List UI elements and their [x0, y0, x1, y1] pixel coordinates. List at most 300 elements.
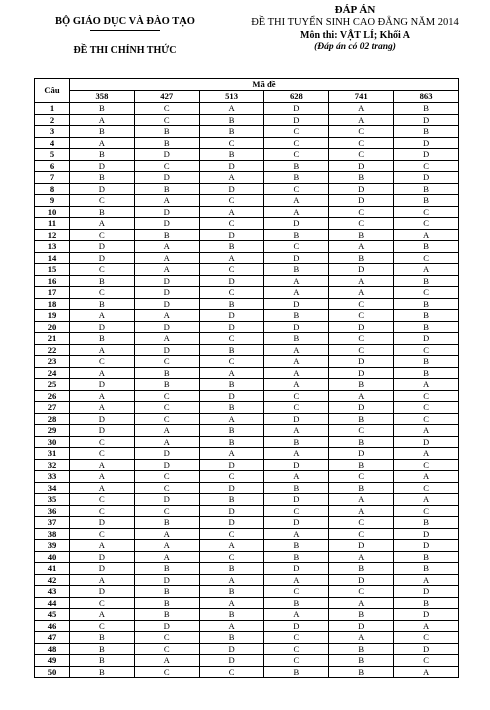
answer-cell: D: [70, 413, 135, 425]
question-number: 40: [35, 551, 70, 563]
code-header: 863: [394, 91, 459, 103]
table-row: [35, 344, 459, 356]
answer-cell: C: [394, 459, 459, 471]
answer-cell: B: [329, 563, 394, 575]
answer-cell: D: [264, 494, 329, 506]
answer-cell: A: [134, 195, 199, 207]
table-row: [35, 436, 459, 448]
answer-cell: A: [70, 402, 135, 414]
answer-cell: D: [199, 505, 264, 517]
question-number: 37: [35, 517, 70, 529]
answer-cell: B: [329, 666, 394, 678]
question-number: 41: [35, 563, 70, 575]
table-row: [35, 126, 459, 138]
table-row: [35, 540, 459, 552]
answer-cell: A: [70, 459, 135, 471]
answer-cell: A: [264, 609, 329, 621]
answer-cell: D: [329, 321, 394, 333]
official-label: ĐỀ THI CHÍNH THỨC: [73, 45, 177, 56]
exam-title: ĐỀ THI TUYỂN SINH CAO ĐẲNG NĂM 2014: [251, 17, 459, 28]
question-number: 22: [35, 344, 70, 356]
answer-cell: C: [329, 528, 394, 540]
answer-cell: D: [70, 252, 135, 264]
answer-cell: A: [394, 379, 459, 391]
answer-cell: A: [264, 356, 329, 368]
table-row: [35, 160, 459, 172]
question-number: 43: [35, 586, 70, 598]
answer-cell: C: [134, 666, 199, 678]
table-row: [35, 632, 459, 644]
answer-cell: B: [394, 183, 459, 195]
answer-cell: B: [329, 172, 394, 184]
question-number: 1: [35, 103, 70, 115]
answer-cell: D: [394, 643, 459, 655]
answer-cell: B: [329, 229, 394, 241]
answer-cell: C: [329, 206, 394, 218]
question-number: 30: [35, 436, 70, 448]
answer-cell: C: [70, 505, 135, 517]
answer-cell: B: [199, 241, 264, 253]
answer-cell: B: [264, 229, 329, 241]
answer-cell: C: [394, 413, 459, 425]
answer-cell: B: [394, 367, 459, 379]
answer-cell: B: [134, 609, 199, 621]
answer-cell: C: [329, 126, 394, 138]
answer-cell: C: [394, 287, 459, 299]
answer-cell: C: [70, 448, 135, 460]
answer-body: [35, 103, 459, 678]
answer-cell: A: [199, 252, 264, 264]
answer-cell: D: [264, 517, 329, 529]
answer-cell: B: [264, 264, 329, 276]
table-row: [35, 333, 459, 345]
answer-cell: D: [134, 494, 199, 506]
question-number: 16: [35, 275, 70, 287]
table-row: [35, 264, 459, 276]
answer-cell: B: [329, 643, 394, 655]
answer-cell: C: [134, 356, 199, 368]
answer-cell: C: [264, 643, 329, 655]
answer-cell: A: [264, 471, 329, 483]
answer-title: ĐÁP ÁN: [334, 4, 376, 16]
answer-cell: B: [134, 183, 199, 195]
table-row: [35, 149, 459, 161]
answer-cell: C: [394, 655, 459, 667]
table-row: [35, 252, 459, 264]
answer-cell: A: [199, 172, 264, 184]
answer-cell: C: [70, 229, 135, 241]
table-row: [35, 402, 459, 414]
answer-cell: C: [394, 160, 459, 172]
answer-cell: A: [264, 528, 329, 540]
answer-cell: C: [199, 356, 264, 368]
answer-cell: B: [70, 655, 135, 667]
answer-cell: A: [199, 413, 264, 425]
answer-cell: B: [199, 425, 264, 437]
answer-cell: C: [329, 471, 394, 483]
answer-cell: D: [329, 540, 394, 552]
table-row: [35, 471, 459, 483]
answer-cell: B: [329, 436, 394, 448]
question-number: 3: [35, 126, 70, 138]
table-row: [35, 574, 459, 586]
answer-cell: C: [394, 482, 459, 494]
answer-cell: C: [329, 298, 394, 310]
answer-cell: D: [264, 218, 329, 230]
question-number: 34: [35, 482, 70, 494]
table-row: [35, 517, 459, 529]
answer-cell: D: [394, 528, 459, 540]
answer-cell: D: [199, 390, 264, 402]
answer-cell: C: [394, 218, 459, 230]
question-number: 45: [35, 609, 70, 621]
code-header: 513: [199, 91, 264, 103]
question-number: 6: [35, 160, 70, 172]
answer-cell: A: [394, 425, 459, 437]
answer-cell: D: [70, 321, 135, 333]
answer-cell: B: [134, 517, 199, 529]
answer-cell: C: [134, 390, 199, 402]
answer-cell: A: [394, 666, 459, 678]
answer-cell: B: [329, 413, 394, 425]
question-number: 15: [35, 264, 70, 276]
answer-cell: C: [394, 390, 459, 402]
answer-cell: D: [134, 172, 199, 184]
answer-cell: A: [70, 344, 135, 356]
answer-cell: A: [134, 655, 199, 667]
question-number: 42: [35, 574, 70, 586]
answer-cell: A: [199, 206, 264, 218]
answer-cell: D: [329, 160, 394, 172]
table-row: [35, 655, 459, 667]
answer-cell: B: [199, 402, 264, 414]
answer-cell: C: [70, 597, 135, 609]
answer-cell: C: [134, 103, 199, 115]
answer-cell: A: [134, 551, 199, 563]
answer-cell: C: [134, 413, 199, 425]
answer-cell: C: [264, 149, 329, 161]
answer-cell: D: [329, 402, 394, 414]
answer-cell: D: [264, 321, 329, 333]
pages-note: (Đáp án có 02 trang): [314, 42, 396, 52]
answer-cell: A: [329, 103, 394, 115]
answer-cell: C: [329, 149, 394, 161]
table-row: [35, 137, 459, 149]
question-number: 7: [35, 172, 70, 184]
answer-cell: A: [394, 494, 459, 506]
answer-cell: A: [70, 609, 135, 621]
question-number: 29: [35, 425, 70, 437]
question-number: 20: [35, 321, 70, 333]
table-row: [35, 356, 459, 368]
answer-cell: B: [70, 333, 135, 345]
answer-cell: A: [329, 241, 394, 253]
answer-cell: C: [394, 632, 459, 644]
answer-cell: B: [70, 149, 135, 161]
answer-cell: D: [329, 183, 394, 195]
answer-cell: D: [394, 149, 459, 161]
answer-cell: B: [394, 195, 459, 207]
answer-cell: C: [264, 390, 329, 402]
answer-cell: C: [329, 586, 394, 598]
answer-cell: D: [134, 574, 199, 586]
question-number: 28: [35, 413, 70, 425]
answer-cell: C: [70, 195, 135, 207]
answer-cell: D: [264, 114, 329, 126]
answer-cell: C: [199, 137, 264, 149]
answer-cell: D: [264, 563, 329, 575]
answer-cell: D: [134, 206, 199, 218]
answer-cell: C: [264, 183, 329, 195]
table-row: [35, 425, 459, 437]
answer-cell: B: [199, 632, 264, 644]
answer-cell: C: [329, 517, 394, 529]
organization-name: BỘ GIÁO DỤC VÀ ĐÀO TẠO: [55, 16, 195, 27]
answer-cell: C: [70, 436, 135, 448]
answer-cell: B: [199, 379, 264, 391]
answer-cell: B: [394, 241, 459, 253]
table-row: [35, 482, 459, 494]
answer-cell: A: [329, 597, 394, 609]
question-number: 33: [35, 471, 70, 483]
answer-table: [34, 78, 459, 678]
answer-cell: B: [394, 275, 459, 287]
answer-cell: C: [134, 505, 199, 517]
table-row: [35, 528, 459, 540]
answer-cell: D: [199, 459, 264, 471]
table-row: [35, 218, 459, 230]
answer-cell: A: [264, 275, 329, 287]
answer-cell: D: [199, 321, 264, 333]
answer-cell: A: [70, 471, 135, 483]
answer-cell: B: [70, 666, 135, 678]
table-row: [35, 379, 459, 391]
answer-cell: D: [199, 160, 264, 172]
question-number: 10: [35, 206, 70, 218]
answer-cell: B: [264, 436, 329, 448]
answer-cell: A: [264, 206, 329, 218]
answer-cell: A: [329, 275, 394, 287]
answer-cell: B: [394, 356, 459, 368]
answer-cell: C: [264, 402, 329, 414]
answer-cell: D: [394, 114, 459, 126]
header-left: [30, 10, 220, 56]
question-number: 38: [35, 528, 70, 540]
answer-cell: A: [70, 218, 135, 230]
answer-cell: A: [134, 333, 199, 345]
answer-cell: D: [394, 172, 459, 184]
answer-cell: A: [394, 264, 459, 276]
table-row: [35, 551, 459, 563]
table-row: [35, 298, 459, 310]
answer-cell: B: [264, 482, 329, 494]
answer-cell: C: [199, 528, 264, 540]
question-number: 4: [35, 137, 70, 149]
answer-cell: B: [70, 632, 135, 644]
answer-cell: C: [329, 344, 394, 356]
question-number: 9: [35, 195, 70, 207]
answer-cell: A: [70, 482, 135, 494]
answer-cell: D: [199, 482, 264, 494]
answer-cell: D: [70, 586, 135, 598]
answer-cell: B: [394, 551, 459, 563]
code-header: 628: [264, 91, 329, 103]
answer-cell: B: [394, 597, 459, 609]
answer-cell: C: [134, 471, 199, 483]
answer-cell: A: [394, 448, 459, 460]
answer-cell: A: [134, 252, 199, 264]
answer-cell: C: [134, 482, 199, 494]
answer-cell: A: [264, 287, 329, 299]
answer-cell: C: [70, 264, 135, 276]
answer-cell: D: [134, 298, 199, 310]
answer-cell: C: [264, 126, 329, 138]
answer-cell: A: [264, 574, 329, 586]
answer-cell: A: [329, 494, 394, 506]
answer-cell: D: [70, 517, 135, 529]
question-number: 39: [35, 540, 70, 552]
answer-cell: A: [264, 448, 329, 460]
answer-cell: A: [134, 540, 199, 552]
answer-cell: B: [134, 586, 199, 598]
table-row: [35, 505, 459, 517]
table-row: [35, 310, 459, 322]
table-row: [35, 666, 459, 678]
question-number: 46: [35, 620, 70, 632]
answer-cell: A: [394, 229, 459, 241]
question-number: 21: [35, 333, 70, 345]
code-header: 358: [70, 91, 135, 103]
answer-cell: D: [329, 356, 394, 368]
answer-cell: B: [199, 494, 264, 506]
answer-cell: D: [329, 264, 394, 276]
answer-cell: A: [264, 344, 329, 356]
answer-cell: A: [70, 367, 135, 379]
table-row: [35, 114, 459, 126]
answer-cell: D: [329, 448, 394, 460]
answer-cell: A: [329, 390, 394, 402]
table-row: [35, 586, 459, 598]
answer-cell: C: [70, 620, 135, 632]
answer-cell: D: [70, 160, 135, 172]
answer-cell: B: [70, 206, 135, 218]
answer-cell: A: [70, 540, 135, 552]
answer-cell: A: [134, 264, 199, 276]
answer-cell: A: [264, 379, 329, 391]
answer-cell: B: [264, 540, 329, 552]
answer-cell: D: [394, 436, 459, 448]
question-number: 49: [35, 655, 70, 667]
table-row: [35, 597, 459, 609]
answer-cell: D: [394, 333, 459, 345]
table-row: [35, 103, 459, 115]
question-number: 19: [35, 310, 70, 322]
answer-cell: B: [199, 563, 264, 575]
answer-cell: C: [329, 425, 394, 437]
answer-cell: A: [70, 390, 135, 402]
answer-cell: B: [199, 114, 264, 126]
answer-cell: B: [70, 126, 135, 138]
answer-cell: A: [329, 632, 394, 644]
question-number: 18: [35, 298, 70, 310]
answer-cell: B: [329, 459, 394, 471]
answer-cell: A: [199, 448, 264, 460]
answer-cell: B: [264, 597, 329, 609]
answer-cell: A: [199, 367, 264, 379]
answer-cell: A: [394, 471, 459, 483]
answer-cell: D: [394, 137, 459, 149]
answer-cell: D: [329, 620, 394, 632]
answer-cell: A: [134, 436, 199, 448]
answer-cell: D: [70, 379, 135, 391]
answer-cell: B: [199, 609, 264, 621]
question-number: 13: [35, 241, 70, 253]
answer-cell: A: [264, 367, 329, 379]
answer-cell: D: [134, 275, 199, 287]
answer-cell: B: [70, 103, 135, 115]
answer-cell: B: [264, 666, 329, 678]
code-header: 741: [329, 91, 394, 103]
question-number: 5: [35, 149, 70, 161]
question-number: 50: [35, 666, 70, 678]
answer-cell: B: [264, 172, 329, 184]
answer-cell: A: [199, 540, 264, 552]
question-number: 2: [35, 114, 70, 126]
answer-cell: D: [199, 655, 264, 667]
answer-cell: B: [264, 551, 329, 563]
answer-cell: C: [199, 287, 264, 299]
answer-cell: B: [394, 126, 459, 138]
answer-cell: D: [199, 229, 264, 241]
question-number: 31: [35, 448, 70, 460]
answer-cell: D: [264, 620, 329, 632]
table-row: [35, 643, 459, 655]
question-number: 47: [35, 632, 70, 644]
question-number: 11: [35, 218, 70, 230]
answer-cell: B: [329, 379, 394, 391]
question-number: 26: [35, 390, 70, 402]
answer-cell: D: [134, 149, 199, 161]
answer-cell: C: [264, 241, 329, 253]
question-number: 12: [35, 229, 70, 241]
answer-cell: A: [199, 574, 264, 586]
answer-cell: B: [329, 655, 394, 667]
answer-cell: C: [394, 206, 459, 218]
answer-cell: C: [70, 528, 135, 540]
answer-cell: D: [199, 275, 264, 287]
answer-cell: D: [199, 183, 264, 195]
answer-cell: D: [134, 287, 199, 299]
answer-cell: C: [199, 218, 264, 230]
table-row: [35, 241, 459, 253]
answer-cell: C: [329, 218, 394, 230]
answer-cell: C: [329, 333, 394, 345]
answer-cell: C: [199, 264, 264, 276]
answer-cell: B: [70, 643, 135, 655]
answer-cell: B: [199, 126, 264, 138]
answer-cell: D: [134, 448, 199, 460]
answer-cell: C: [134, 402, 199, 414]
answer-cell: D: [264, 103, 329, 115]
answer-cell: D: [264, 459, 329, 471]
answer-cell: C: [394, 402, 459, 414]
answer-cell: D: [70, 241, 135, 253]
answer-cell: D: [70, 425, 135, 437]
question-number: 27: [35, 402, 70, 414]
answer-cell: B: [199, 344, 264, 356]
answer-cell: B: [134, 229, 199, 241]
answer-cell: C: [134, 114, 199, 126]
